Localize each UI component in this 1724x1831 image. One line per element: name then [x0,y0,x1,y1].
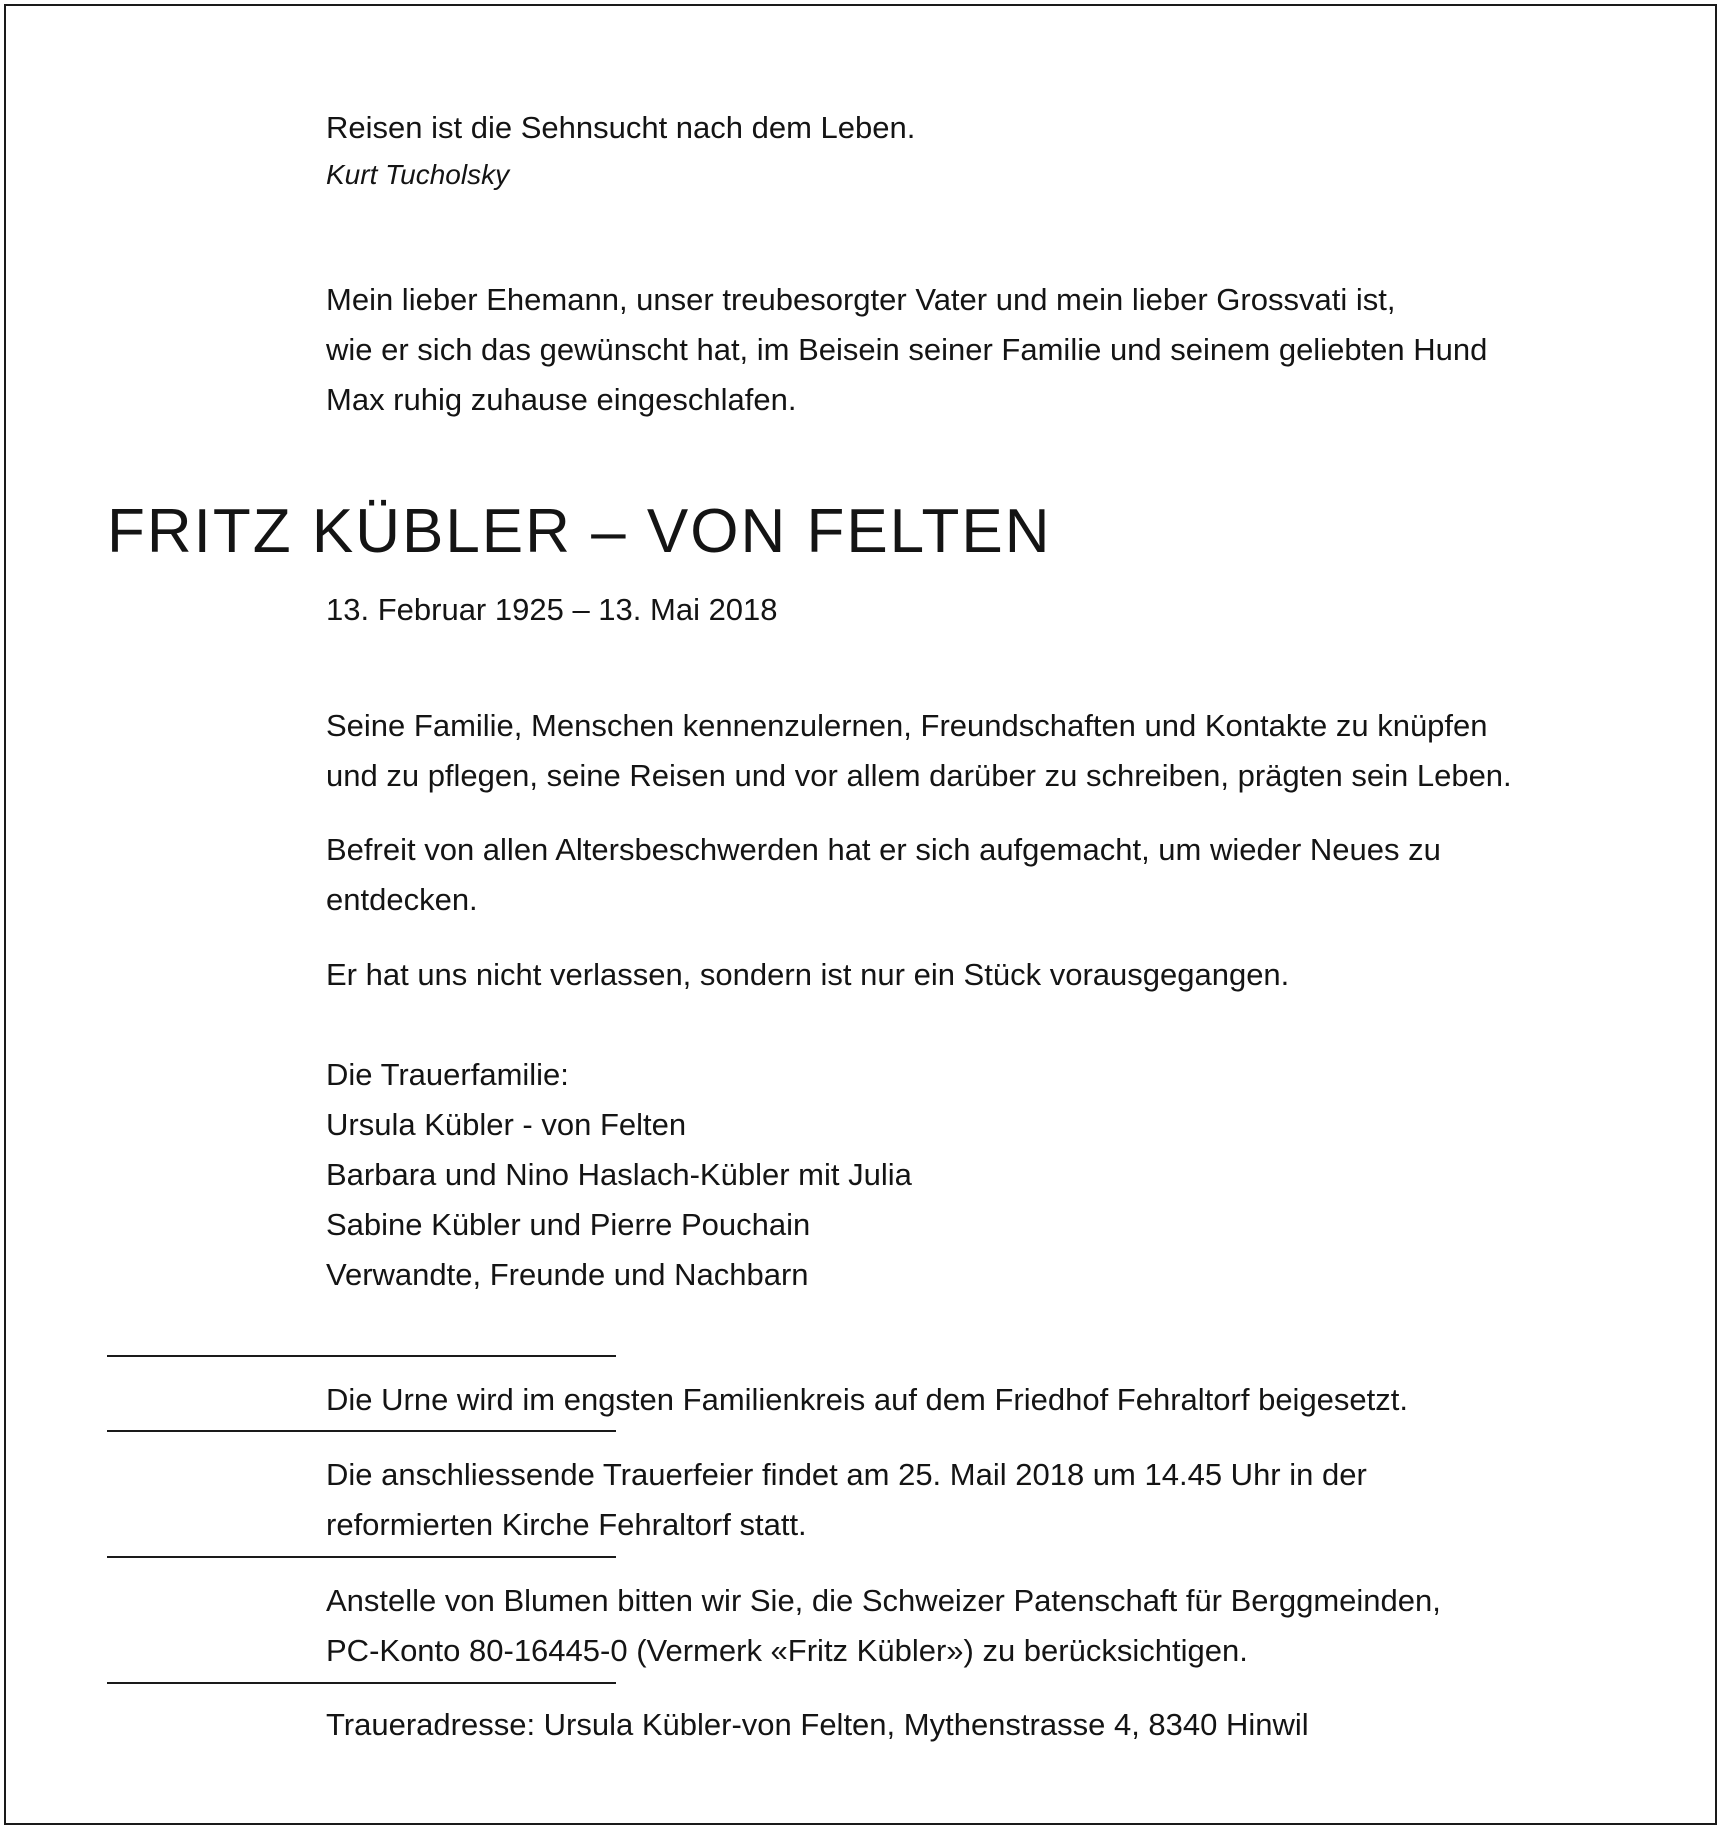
life-dates: 13. Februar 1925 – 13. Mai 2018 [326,592,778,627]
mourner-name: Sabine Kübler und Pierre Pouchain [326,1207,811,1242]
divider [107,1556,616,1558]
divider [107,1430,616,1432]
burial-notice: Die Urne wird im engsten Familienkreis auf dem Friedhof Fehraltorf beigesetzt. [326,1382,1409,1417]
mourner-name: Ursula Kübler - von Felten [326,1107,687,1142]
quote-author: Kurt Tucholsky [326,159,510,190]
mourners-heading: Die Trauerfamilie: [326,1057,569,1092]
intro-line: wie er sich das gewünscht hat, im Beisein seiner Familie und seinem geliebten Hund [326,332,1488,367]
tribute-line: Seine Familie, Menschen kennenzulernen, Freundschaften und Kontakte zu knüpfen [326,708,1488,743]
ceremony-notice: reformierten Kirche Fehraltorf statt. [326,1507,807,1542]
quote-text: Reisen ist die Sehnsucht nach dem Leben. [326,110,916,145]
intro-line: Max ruhig zuhause eingeschlafen. [326,382,797,417]
ceremony-notice: Die anschliessende Trauerfeier findet am 25. Mail 2018 um 14.45 Uhr in der [326,1457,1367,1492]
intro-line: Mein lieber Ehemann, unser treubesorgter Vater und mein lieber Grossvati ist, [326,282,1396,317]
tribute-line: und zu pflegen, seine Reisen und vor allem darüber zu schreiben, prägten sein Leben. [326,758,1512,793]
deceased-name: FRITZ KÜBLER – VON FELTEN [107,497,1052,566]
mourning-address: Traueradresse: Ursula Kübler-von Felten, Mythenstrasse 4, 8340 Hinwil [326,1707,1309,1742]
mourner-name: Verwandte, Freunde und Nachbarn [326,1257,809,1292]
donation-notice: PC-Konto 80-16445-0 (Vermerk «Fritz Kübler») zu berücksichtigen. [326,1633,1248,1668]
divider [107,1682,616,1684]
tribute-line: entdecken. [326,882,478,917]
divider [107,1355,616,1357]
tribute-line: Befreit von allen Altersbeschwerden hat er sich aufgemacht, um wieder Neues zu [326,832,1441,867]
tribute-line: Er hat uns nicht verlassen, sondern ist nur ein Stück vorausgegangen. [326,957,1290,992]
mourner-name: Barbara und Nino Haslach-Kübler mit Julia [326,1157,912,1192]
donation-notice: Anstelle von Blumen bitten wir Sie, die Schweizer Patenschaft für Berggmeinden, [326,1583,1441,1618]
